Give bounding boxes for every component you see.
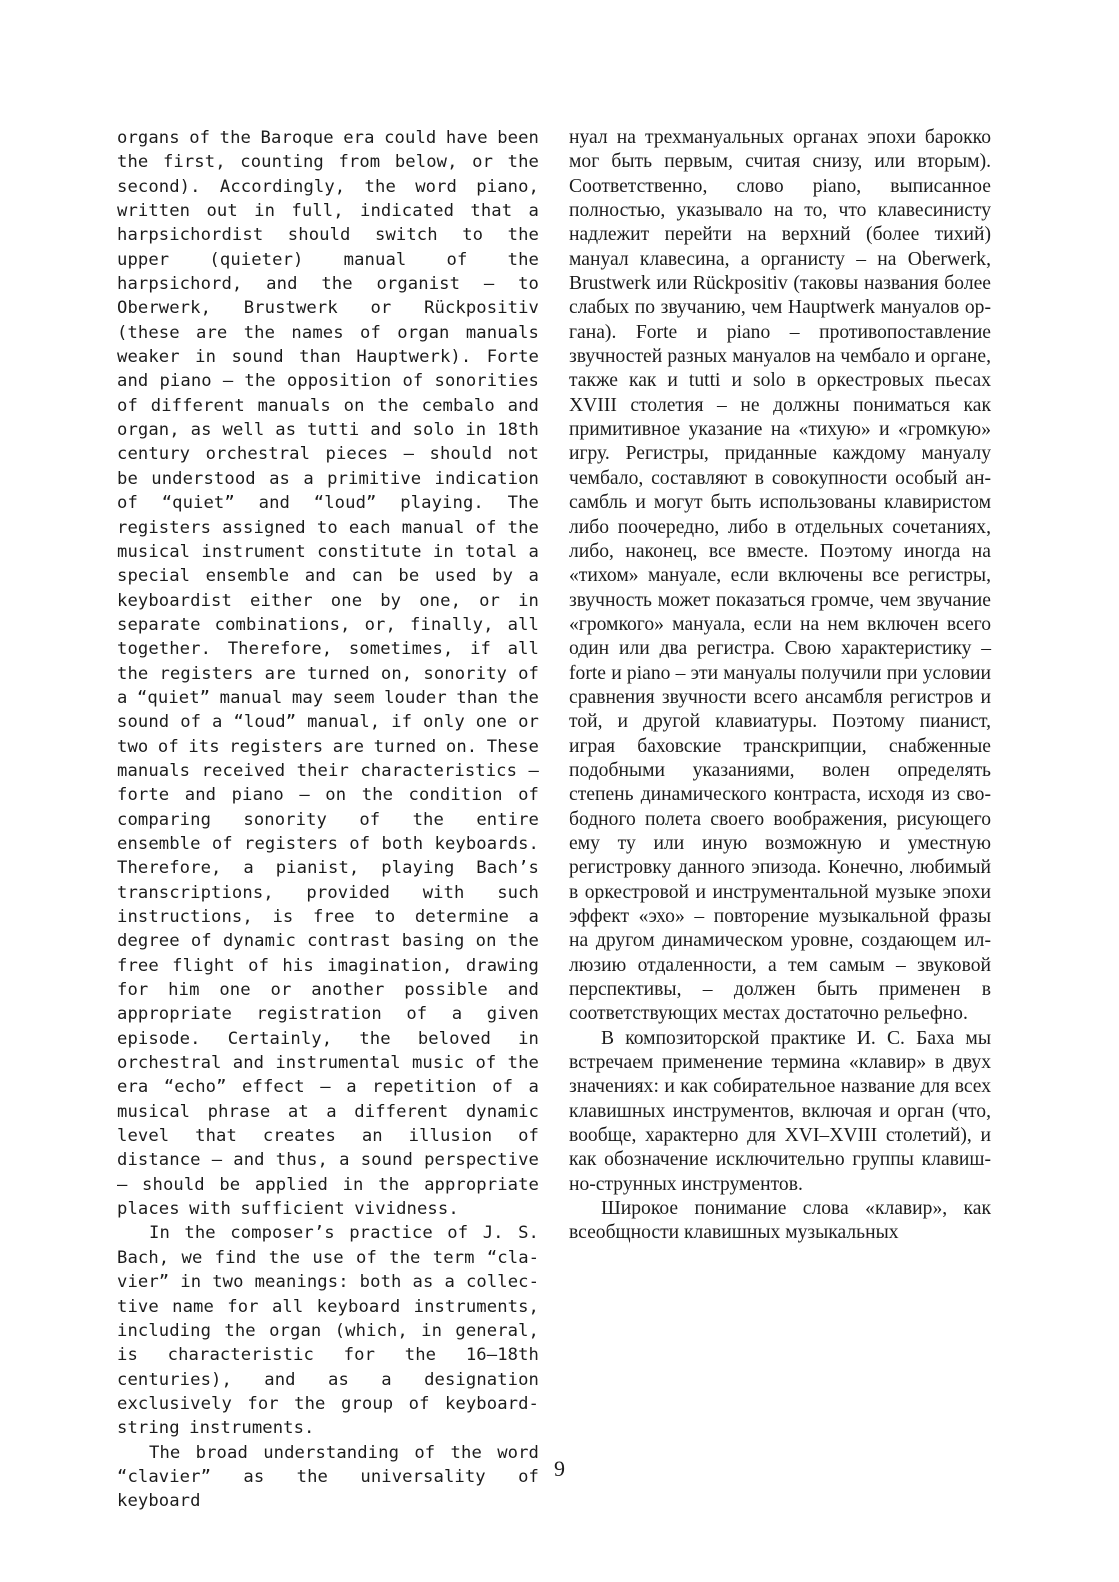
english-paragraph-2: In the composer’s practice of J. S. Bach, we find the use of the term “clavier” in two meanings: both as a collective name for all keyboard instruments, including the organ (which, in general, is characteristic for the 16–18th centuries), and as a designation exclusively for the group of keyboard-string instruments. — [117, 1223, 539, 1439]
russian-paragraph-2: В композиторской практике И. С. Баха мы встречаем применение термина «клавир» в двух значениях: и как собирательное название для всех клавишных инструментов, включая и орган (что, вообще, характерно для XVI–XVIII столетий), и как обозначение исключительно группы клавишно-струнных инструментов. — [569, 1027, 991, 1195]
english-text-column — [117, 126, 539, 1514]
russian-text-column — [569, 126, 991, 1246]
english-paragraph-1: organs of the Baroque era could have been the first, counting from below, or the second). Accordingly, the word piano, written out in full, indicated that a harpsichordist should switch to the upper (quieter) manual of the harpsichord, and the organist – to Oberwerk, Brustwerk or Rückpositiv (these are the names of organ manuals weaker in sound than Hauptwerk). Forte and piano – the opposition of sonorities of different manuals on the cembalo and organ, as well as tutti and solo in 18th century orchestral pieces – should not be understood as a primitive indication of “quiet” and “loud” playing. The registers assigned to each manual of the musical instrument constitute in total a special ensemble and can be used by a keyboardist either one by one, or in separate combinations, or, finally, all together. Therefore, sometimes, if all the registers are turned on, sonority of a “quiet” manual may seem louder than the sound of a “loud” manual, if only one or two of its registers are turned on. These manuals received their characteristics – forte and piano – on the condition of comparing sonority of the entire ensemble of registers of both keyboards. Therefore, a pianist, playing Bach’s transcriptions, provided with such instructions, is free to determine a degree of dynamic contrast basing on the free flight of his imagination, drawing for him one or another possible and appropriate registration of a given episode. Certainly, the beloved in orchestral and instrumental music of the era “echo” effect – a repetition of a musical phrase at a different dynamic level that creates an illusion of distance – and thus, a sound perspective – should be applied in the appropriate places with sufficient vividness. — [117, 128, 539, 1220]
page-number: 9 — [554, 1456, 565, 1481]
russian-paragraph-3: Широкое понимание слова «клавир», как всеобщности клавишных музыкальных — [569, 1198, 991, 1244]
russian-paragraph-1: нуал на трехмануальных органах эпохи барокко мог быть первым, считая снизу, или вторым). Соответственно, слово piano, выписанное полностью, указывало на то, что клавесинисту надлежит перейти на верхний (более тихий) мануал клавесина, а органисту – на Oberwerk, Brustwerk или Rückpositiv (таковы названия более слабых по звучанию, чем Hauptwerk мануалов органа). Forte и piano – противопоставление звучностей разных мануалов на чембало и органе, также как и tutti и solo в оркестровых пьесах XVIII столетия – не должны пониматься как примитивное указание на «тихую» и «громкую» игру. Регистры, приданные каждому мануалу чембало, составляют в совокупности особый ансамбль и могут быть использованы клавиристом либо поочередно, либо в отдельных сочетаниях, либо, наконец, все вместе. Поэтому иногда на «тихом» мануале, если включены все регистры, звучность может показаться громче, чем звучание «громкого» мануала, если на нем включен всего один или два регистра. Свою характеристику – forte и piano – эти мануалы получили при условии сравнения звучности всего ансамбля регистров и той, и другой клавиатуры. Поэтому пианист, играя баховские транскрипции, снабженные подобными указаниями, волен определять степень динамического контраста, исходя из свободного полета своего воображения, рисующего ему ту или иную возможную и уместную регистровку данного эпизода. Конечно, любимый в оркестровой и инструментальной музыке эпохи эффект «эхо» – повторение музыкальной фразы на другом динамическом уровне, создающем иллюзию отдаленности, а тем самым – звуковой перспективы, – должен быть применен в соответствующих местах достаточно рельефно. — [569, 127, 991, 1025]
english-paragraph-3: The broad understanding of the word “clavier” as the universality of keyboard — [117, 1442, 539, 1512]
